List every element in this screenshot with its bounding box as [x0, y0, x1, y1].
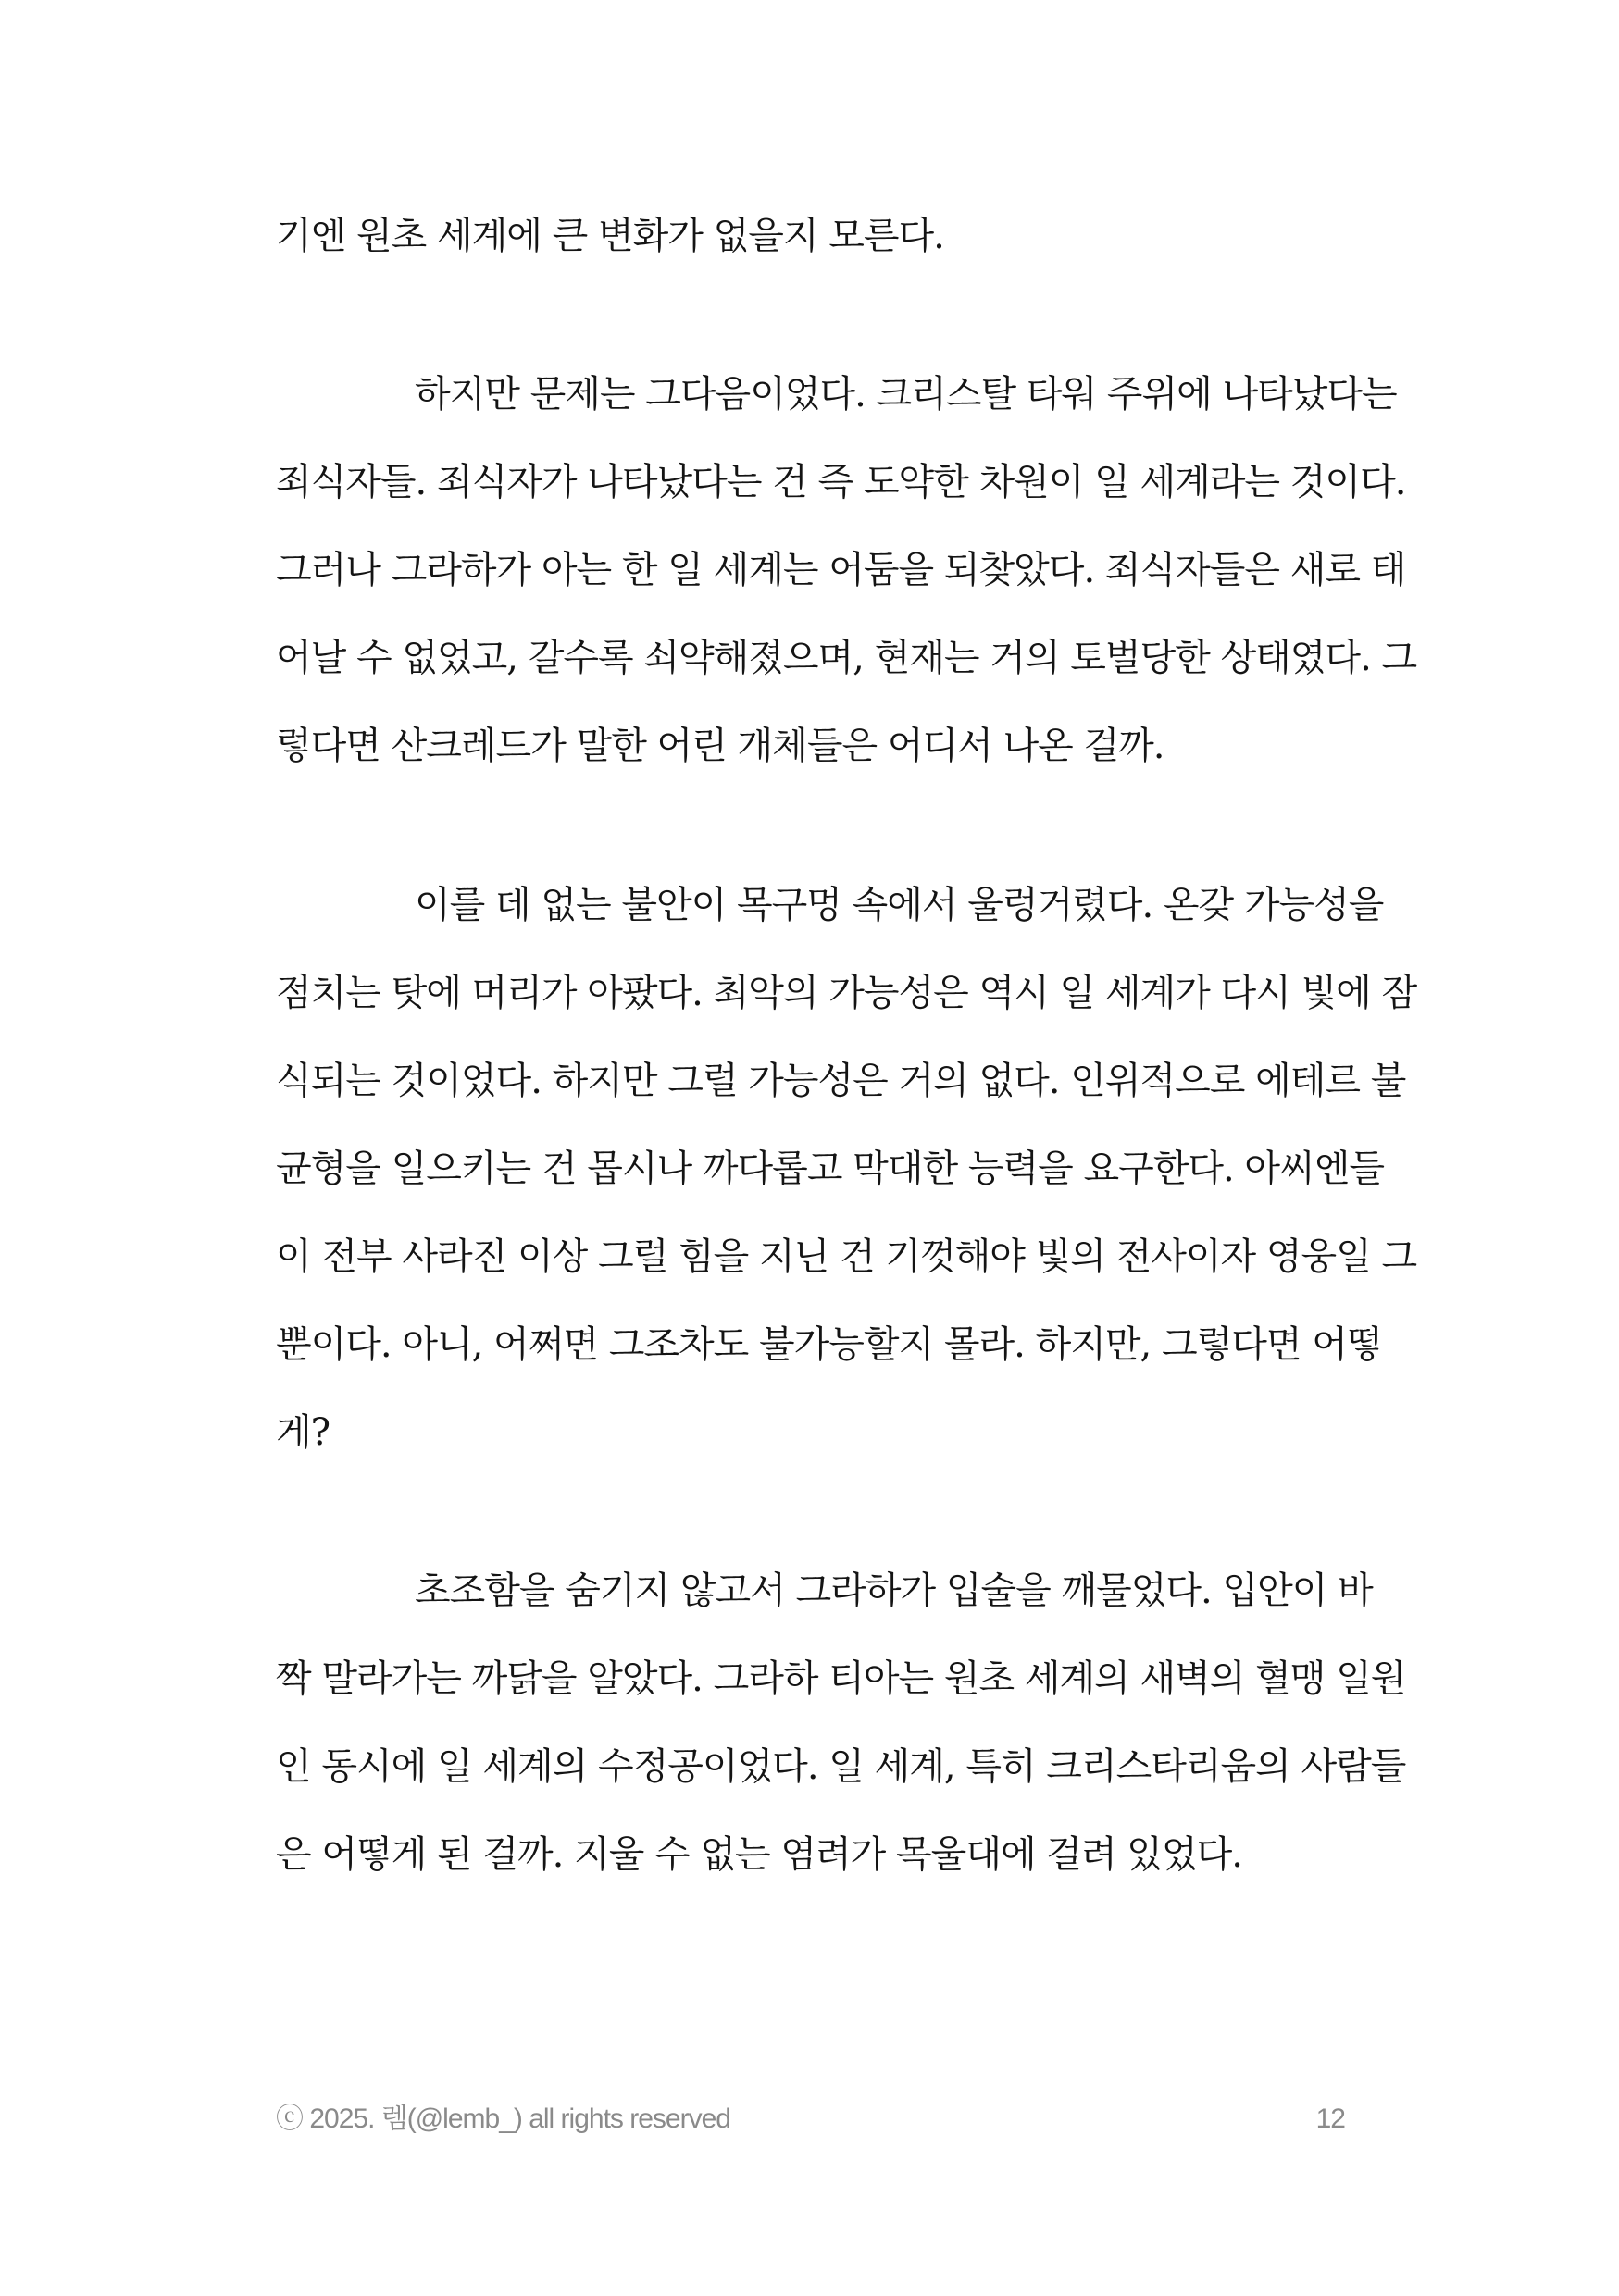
paragraph-2-line-5: 렇다면 산크레드가 말한 어린 개체들은 어디서 나온 걸까. [276, 725, 1164, 767]
paragraph-4-line-1: 초조함을 숨기지 않고서 그라하가 입술을 깨물었다. 입안이 바 [415, 1570, 1373, 1612]
paragraph-3-line-3: 식되는 것이었다. 하지만 그럴 가능성은 거의 없다. 인위적으로 에테르 불 [276, 1060, 1406, 1102]
page-number: 12 [1315, 2104, 1345, 2134]
paragraph-3-line-6: 뿐이다. 아니, 어쩌면 그조차도 불가능할지 몰라. 하지만, 그렇다면 어떻 [276, 1323, 1382, 1366]
paragraph-4-line-4: 은 어떻게 된 걸까. 지울 수 없는 염려가 목울대에 걸려 있었다. [276, 1833, 1242, 1876]
paragraph-4-line-3: 인 동시에 일 세계의 수정공이었다. 일 세계, 특히 크리스타리움의 사람들 [276, 1745, 1406, 1788]
copyright-notice: ⓒ 2025. 렘(@lemb_) all rights reserved [276, 2104, 730, 2134]
paragraph-3-line-5: 이 전부 사라진 이상 그럴 힘을 지닌 건 기껏해야 빛의 전사이자 영웅일 그 [276, 1235, 1417, 1278]
paragraph-2-line-4: 어날 수 없었고, 갈수록 쇠약해졌으며, 현재는 거의 토벌당한 상태였다. 그 [276, 637, 1417, 679]
paragraph-4-line-2: 짝 말라가는 까닭을 알았다. 그라하 티아는 원초 세계의 새벽의 혈맹 일원 [276, 1657, 1406, 1700]
paragraph-1-line-1: 기엔 원초 세계에 큰 변화가 없을지 모른다. [276, 215, 944, 257]
paragraph-2-line-1: 하지만 문제는 그다음이었다. 크리스탈 타워 주위에 나타났다는 [415, 373, 1397, 416]
paragraph-3-line-4: 균형을 일으키는 건 몹시나 까다롭고 막대한 능력을 요구한다. 아씨엔들 [276, 1148, 1384, 1190]
paragraph-3-line-7: 게? [276, 1411, 330, 1454]
paragraph-2-line-2: 죄식자들. 죄식자가 나타났다는 건 즉 도약한 차원이 일 세계라는 것이다. [276, 461, 1406, 503]
paragraph-2-line-3: 그러나 그라하가 아는 한 일 세계는 어둠을 되찾았다. 죄식자들은 새로 태 [276, 549, 1406, 591]
paragraph-3-line-1: 이를 데 없는 불안이 목구멍 속에서 울렁거렸다. 온갖 가능성을 [415, 884, 1384, 926]
paragraph-3-line-2: 점치는 탓에 머리가 아팠다. 최악의 가능성은 역시 일 세계가 다시 빛에 잠 [276, 972, 1417, 1014]
